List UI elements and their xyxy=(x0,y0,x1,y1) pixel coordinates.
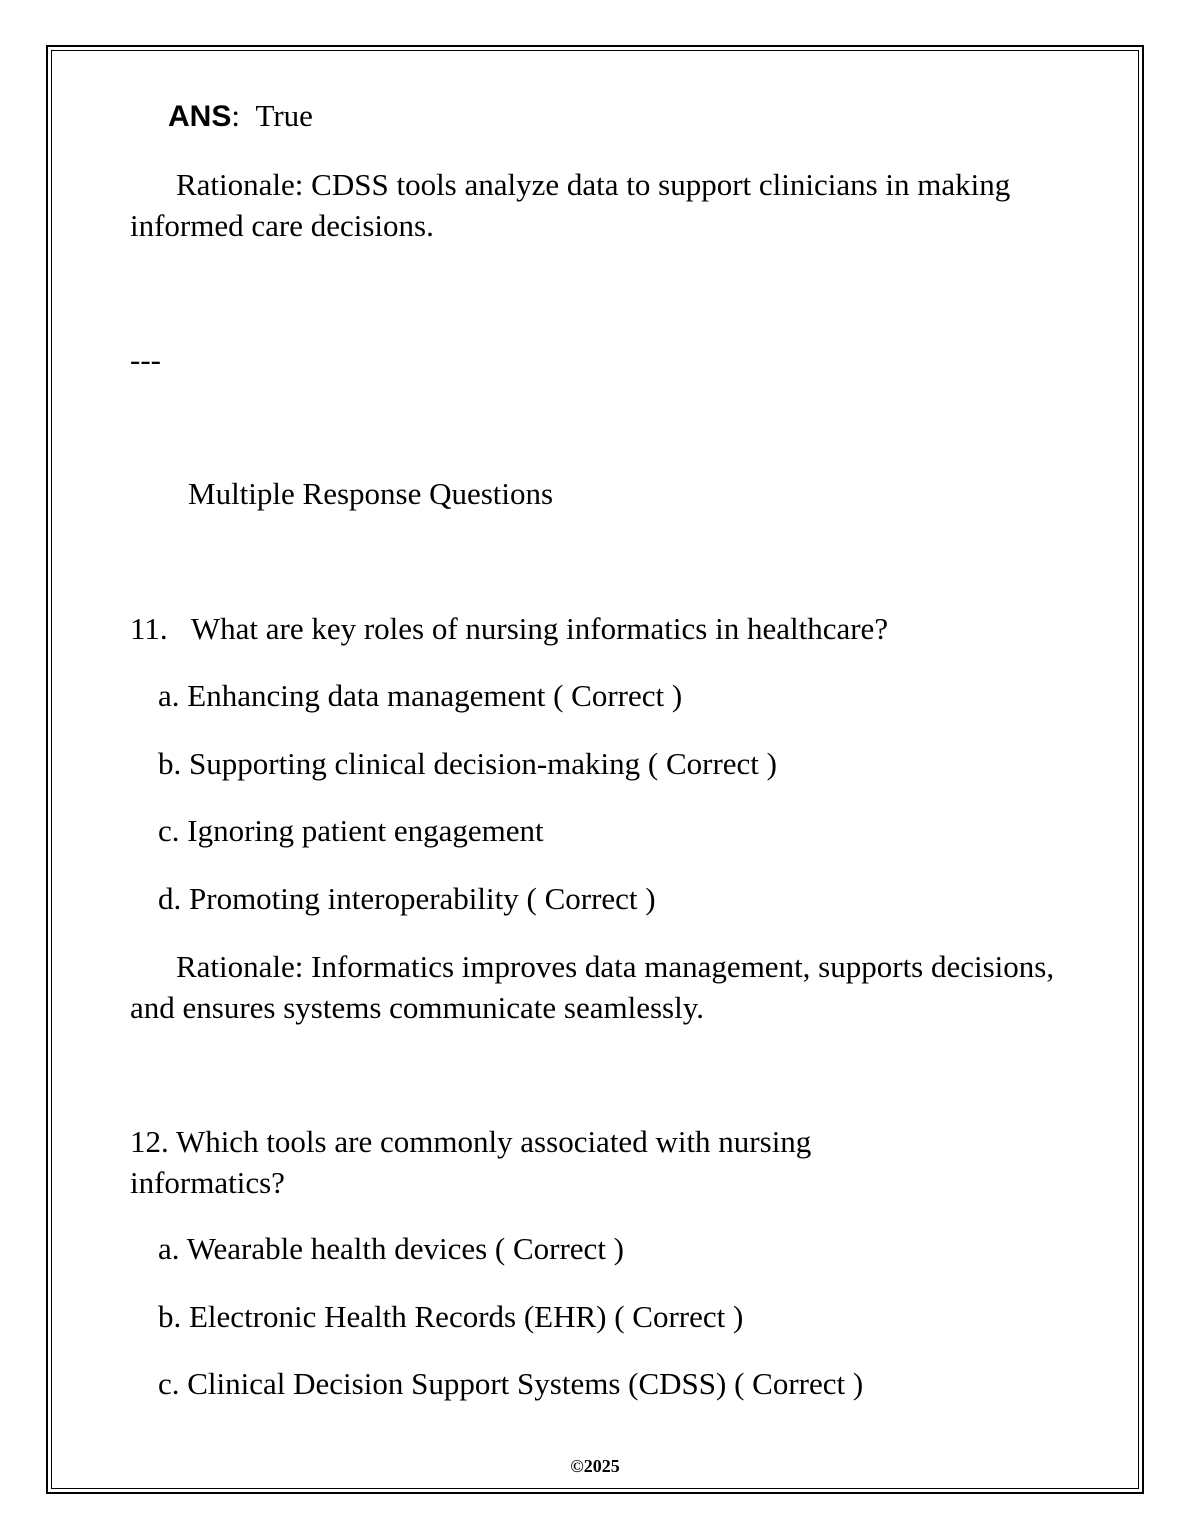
section-divider: --- xyxy=(130,342,161,377)
answer-separator: : xyxy=(231,98,240,133)
question-11-option-d: d. Promoting interoperability ( Correct ) xyxy=(158,881,656,916)
section-heading: Multiple Response Questions xyxy=(188,476,554,511)
question-12-option-b: b. Electronic Health Records (EHR) ( Correct ) xyxy=(158,1299,744,1334)
copyright-footer: ©2025 xyxy=(570,1456,620,1476)
answer-line xyxy=(168,96,313,137)
answer-value: True xyxy=(255,98,313,133)
question-11-number: 11. xyxy=(130,611,168,646)
answer-label: ANS xyxy=(168,100,232,133)
question-11-rationale: Rationale: Informatics improves data management, supports decisions, and ensures systems communicate seamlessly. xyxy=(130,949,1055,1025)
question-11-text: What are key roles of nursing informatics in healthcare? xyxy=(190,611,889,646)
question-11-option-c: c. Ignoring patient engagement xyxy=(158,813,544,848)
question-12-option-c: c. Clinical Decision Support Systems (CDSS) ( Correct ) xyxy=(158,1366,864,1401)
question-12-title: 12. Which tools are commonly associated with nursing informatics? xyxy=(130,1124,812,1200)
question-12-option-a: a. Wearable health devices ( Correct ) xyxy=(158,1231,624,1266)
question-11-option-b: b. Supporting clinical decision-making ( Correct ) xyxy=(158,746,777,781)
rationale-10: Rationale: CDSS tools analyze data to support clinicians in making informed care decisions. xyxy=(130,167,1011,243)
question-11-option-a: a. Enhancing data management ( Correct ) xyxy=(158,678,683,713)
question-11-title xyxy=(130,609,888,649)
